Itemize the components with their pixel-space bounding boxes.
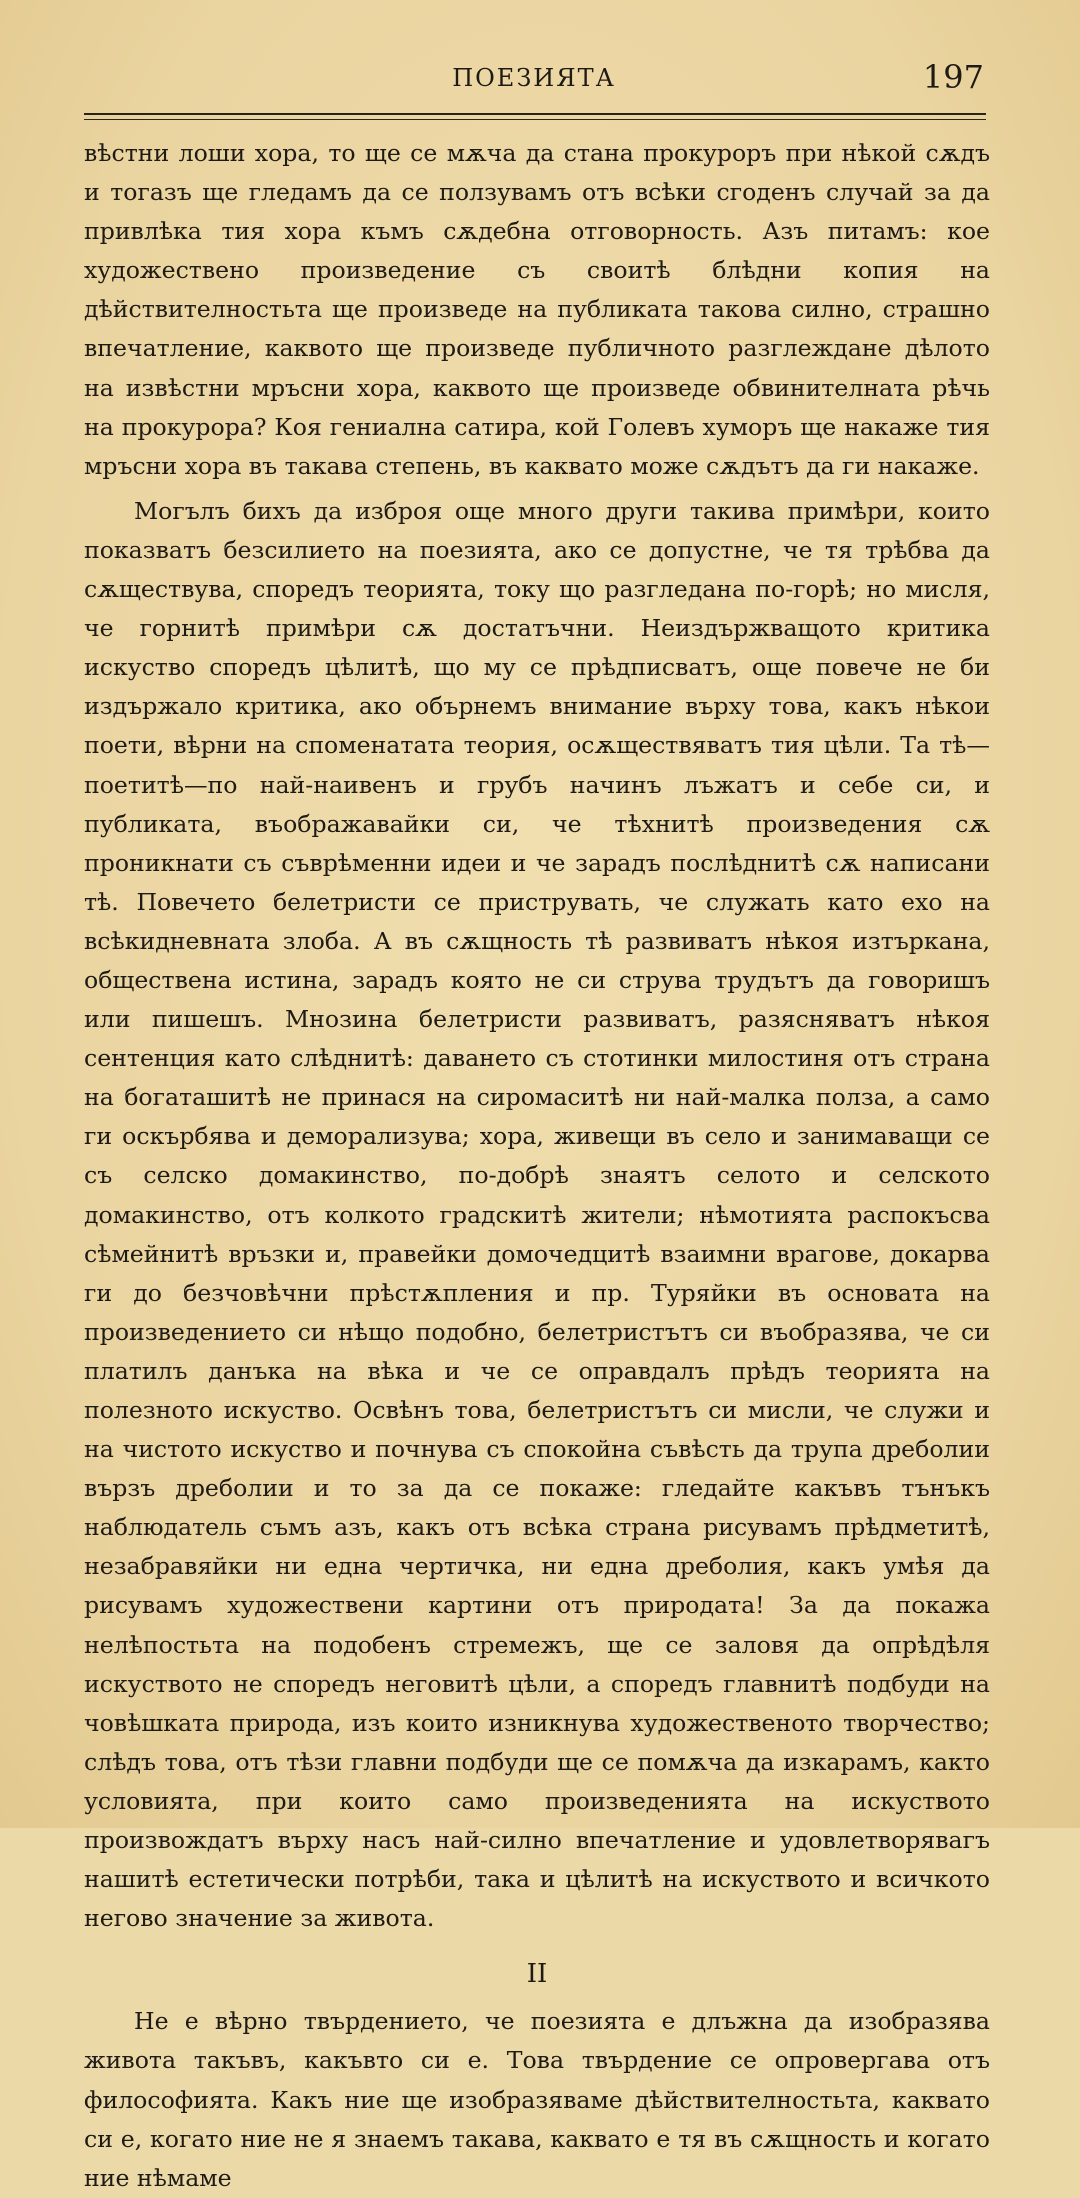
page-number: 197	[922, 58, 984, 96]
section-heading: II	[526, 1959, 548, 1990]
paragraph: Могълъ бихъ да изброя още много други такива примѣри, които показватъ безсилието на поезията, ако се допустне, че тя трѣбва да сѫществува, споредъ теорията, току що разгледана по-горѣ; но мисля, че горнитѣ примѣри сѫ достатъчни. Неиздържващото критика искуство споредъ цѣлитѣ, що му се прѣдписватъ, още повече не би издържало критика, ако обърнемъ внимание върху това, какъ нѣкои поети, вѣрни на споменатата теория, осѫществяватъ тия цѣли. Та тѣ—поетитѣ—по най-наивенъ и грубъ начинъ лъжатъ и себе си, и публиката, въображавайки си, че тѣхнитѣ произведения сѫ проникнати съ съврѣменни идеи и че зарадъ послѣднитѣ сѫ написани тѣ. Повечето белетристи се приструвать, че служать като ехо на всѣкидневната злоба. А въ сѫщность тѣ развиватъ нѣкоя изтъркана, обществена истина, зарадъ която не си струва трудътъ да говоришъ или пишешъ. Мнозина белетристи развиватъ, разясняватъ нѣкоя сентенция като слѣднитѣ: даването съ стотинки милостиня отъ страна на богаташитѣ не принася на сиромаситѣ ни най-малка полза, а само ги оскърбява и деморализува; хора, живещи въ село и занимаващи се съ селско домакинство, по-добрѣ знаятъ селото и селското домакинство, отъ колкото градскитѣ жители; нѣмотията распокъсва сѣмейнитѣ връзки и, правейки домочедцитѣ взаимни врагове, докарва ги до безчовѣчни прѣстѫпления и пр. Туряйки въ основата на произведението си нѣщо подобно, белетристътъ си въобразява, че си платилъ данъка на вѣка и че се оправдалъ прѣдъ теорията на полезното искуство. Освѣнъ това, белетристътъ си мисли, че служи и на чистото искуство и почнува съ спокойна съвѣсть да трупа дреболии вързъ дреболии и то за да се покаже: гледайте какъвъ тънъкъ наблюдатель съмъ азъ, какъ отъ всѣка страна рисувамъ прѣдметитѣ, незабравяйки ни една чертичка, ни една дреболия, какъ умѣя да рисувамъ художествени картини отъ природата! За да покажа нелѣпостьта на подобенъ стремежъ, ще се заловя да опрѣдѣля искуството не споредъ неговитѣ цѣли, а споредъ главнитѣ подбуди на човѣшката природа, изъ които изникнува художественото творчество; слѣдъ това, отъ тѣзи главни подбуди ще се помѫча да изкарамъ, както условията, при които само произведенията на искуството произвождатъ върху насъ най-силно впечатление и удовлетворявагъ нашитѣ естетически потрѣби, така и цѣлитѣ на искуството и всичкото негово значение за живота.	[84, 496, 990, 1933]
header-rule	[84, 113, 986, 115]
running-title: ПОЕЗИЯТА	[452, 64, 616, 92]
header-rule-thin	[84, 119, 986, 120]
paragraph-last: Не е вѣрно твърдението, че поезията е длъжна да изобразява живота такъвъ, какъвто си е. Това твърдение се опровергава отъ философията. Какъ ние ще изобразяваме дѣйствителностьта, каквато си е, когато ние не я знаемъ такава, каквато е тя въ сѫщность и когато ние нѣмаме	[84, 2007, 990, 2192]
body-text	[84, 134, 990, 2198]
paragraph-continued: вѣстни лоши хора, то ще се мѫча да стана прокуроръ при нѣкой сѫдъ и тогазъ ще гледамъ да се ползувамъ отъ всѣки сгоденъ случай за да привлѣка тия хора къмъ сѫдебна отговорность. Азъ питамъ: кое художествено произведение съ своитѣ блѣдни копия на дѣйствителностьта ще произведе на публиката такова силно, страшно впечатление, каквото ще произведе публичното разглеждане дѣлото на извѣстни мръсни хора, каквото ще произведе обвинителната рѣчь на прокурора? Коя гениална сатира, кой Голевъ хуморъ ще накаже тия мръсни хора въ такава степень, въ каквато може сѫдътъ да ги накаже.	[84, 139, 990, 480]
page-header	[84, 58, 984, 98]
